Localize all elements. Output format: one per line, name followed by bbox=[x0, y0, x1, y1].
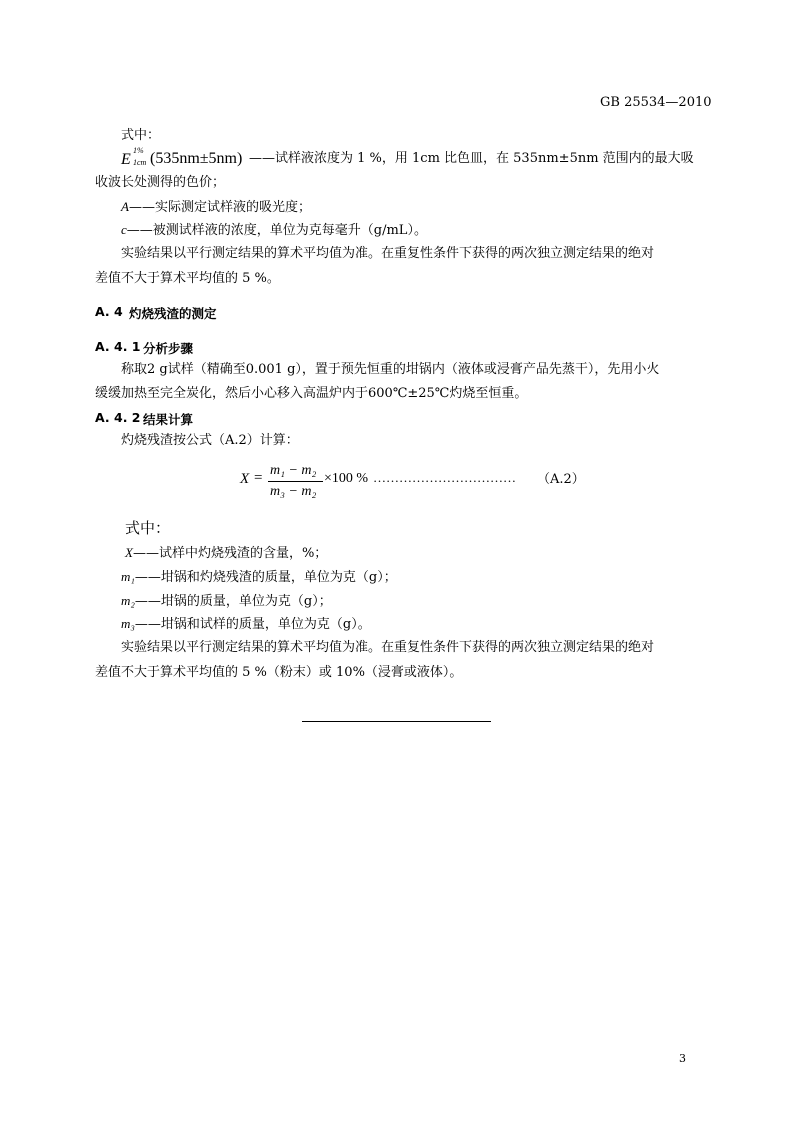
m3-definition-row bbox=[121, 616, 371, 633]
section-a4-title: 灼烧残渣的测定 bbox=[129, 306, 217, 321]
x-definition: ——试样中灼烧残渣的含量，%； bbox=[132, 546, 328, 561]
note-2-line1: 实验结果以平行测定结果的算术平均值为准。在重复性条件下获得的两次独立测定结果的绝对 bbox=[121, 640, 655, 655]
note-1-line1: 实验结果以平行测定结果的算术平均值为准。在重复性条件下获得的两次独立测定结果的绝对 bbox=[121, 246, 655, 261]
formula-denominator: m₃ − m₂ bbox=[270, 484, 317, 499]
formula-label: （A.2） bbox=[537, 472, 585, 487]
a-definition-row bbox=[121, 199, 311, 216]
section-a4-number: A. 4 bbox=[95, 304, 123, 319]
x-symbol: X bbox=[125, 545, 133, 560]
x-definition-row bbox=[125, 545, 327, 562]
e-definition-line1: ——试样液浓度为 1 %，用 1cm 比色皿，在 535nm±5nm 范围内的最大吸 bbox=[249, 151, 694, 166]
e-argument: (535nm±5nm) bbox=[150, 150, 243, 167]
m2-definition-row bbox=[121, 593, 332, 610]
a41-text-line1: 称取2 g试样（精确至0.001 g），置于预先恒重的坩锅内（液体或浸膏产品先蒸干），先用小火 bbox=[121, 362, 660, 377]
m1-definition-row bbox=[121, 569, 397, 586]
section-a42-number: A. 4. 2 bbox=[95, 410, 141, 425]
m3-symbol: m₃ bbox=[121, 616, 135, 631]
e-base: E bbox=[121, 151, 131, 168]
m1-symbol: m₁ bbox=[121, 569, 135, 584]
note-2-line2: 差值不大于算术平均值的 5 %（粉末）或 10%（浸膏或液体）。 bbox=[95, 665, 463, 680]
section-a41-title: 分析步骤 bbox=[143, 341, 194, 356]
a-definition: ——实际测定试样液的吸光度； bbox=[128, 200, 311, 215]
a41-text-line2: 缓缓加热至完全炭化，然后小心移入高温炉内于600℃±25℃灼烧至恒重。 bbox=[95, 386, 528, 401]
m3-definition: ——坩锅和试样的质量，单位为克（g）。 bbox=[134, 617, 371, 632]
formula-times: ×100 % bbox=[324, 471, 369, 486]
e-superscript: 1% bbox=[133, 146, 144, 155]
formula-equals: = bbox=[254, 470, 263, 486]
c-symbol: c bbox=[121, 222, 127, 237]
formula-numerator: m₁ − m₂ bbox=[270, 463, 317, 478]
section-a42-title: 结果计算 bbox=[143, 412, 194, 427]
e-subscript: 1cm bbox=[133, 158, 147, 167]
where-intro-1: 式中： bbox=[121, 128, 161, 143]
a42-intro: 灼烧残渣按公式（A.2）计算： bbox=[121, 433, 299, 448]
standard-code: GB 25534—2010 bbox=[600, 95, 712, 110]
a-symbol: A bbox=[121, 199, 129, 214]
c-definition-row bbox=[121, 222, 427, 239]
section-a41-number: A. 4. 1 bbox=[95, 339, 141, 354]
formula-lhs: X bbox=[240, 471, 250, 487]
fraction-bar bbox=[268, 481, 323, 482]
where-intro-2: 式中： bbox=[125, 519, 171, 537]
note-1-line2: 差值不大于算术平均值的 5 %。 bbox=[95, 271, 280, 286]
m2-symbol: m₂ bbox=[121, 593, 135, 608]
c-definition: ——被测试样液的浓度，单位为克每毫升（g/mL）。 bbox=[126, 223, 427, 238]
m2-definition: ——坩锅的质量，单位为克（g）； bbox=[134, 594, 332, 609]
page-number: 3 bbox=[679, 1052, 686, 1065]
formula-leader: …………………………… bbox=[373, 470, 516, 485]
end-rule bbox=[302, 721, 491, 722]
e-definition-line2: 收波长处测得的色价； bbox=[95, 175, 226, 190]
m1-definition: ——坩锅和灼烧残渣的质量，单位为克（g）； bbox=[134, 570, 397, 585]
